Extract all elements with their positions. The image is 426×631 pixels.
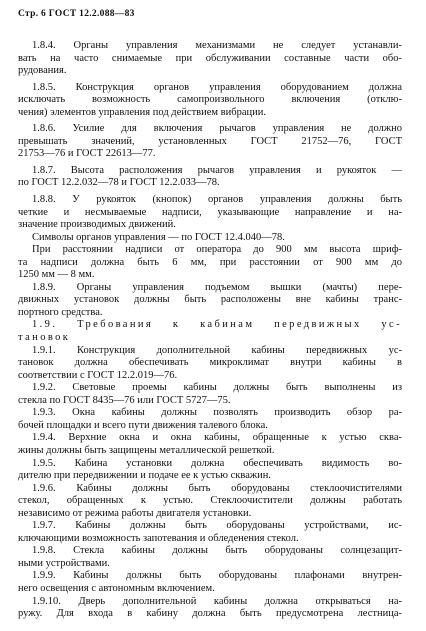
text-line: 1.9.4. Верхние окна и окна кабины, обращенные к устью сква- (32, 432, 402, 444)
text-line: 1.9.9. Кабины должны быть оборудованы плафонами внутрен- (32, 570, 402, 582)
text-line: жины должны быть защищены металлической решеткой. (18, 444, 275, 456)
page-header: Стр. 6 ГОСТ 12.2.088—83 (18, 9, 135, 19)
text-line: 1250 мм — 8 мм. (18, 269, 95, 281)
text-line: ключающими возможность запотевания и обледенения стекол. (18, 532, 299, 544)
text-line: та надписи должна быть 6 мм, при расстоянии от 900 мм до (18, 256, 402, 268)
text-line: 1.9.2. Световые проемы кабины должны быть выполнены из (32, 382, 402, 394)
paragraph (18, 458, 402, 483)
paragraph (18, 244, 402, 282)
text-line: Символы органов управления — по ГОСТ 12.4.040—78. (32, 231, 285, 243)
text-line: стекол, обращенных к устью. Стеклоочистители должны работать (18, 495, 402, 507)
text-line: 1.9. Требования к кабинам передвижных ус- (32, 319, 402, 331)
text-line: вать на часто снимаемые при обслуживании составные части обо- (18, 52, 402, 64)
text-line: 21753—76 и ГОСТ 22613—77. (18, 148, 156, 160)
text-line: 1.9.7. Кабины должны быть оборудованы устройствами, ис- (32, 520, 402, 532)
paragraph (18, 570, 402, 595)
text-line: 1.8.9. Органы управления подъемом вышки (мачты) пере- (32, 281, 402, 293)
paragraph (18, 40, 402, 78)
paragraph (18, 345, 402, 383)
paragraph (18, 596, 402, 621)
text-line: 1.9.6. Кабины должны быть оборудованы стеклоочистителями (32, 482, 402, 494)
paragraph (18, 123, 402, 161)
text-line: 1.9.5. Кабина установки должна обеспечивать видимость во- (32, 457, 402, 469)
text-line: рудования. (18, 65, 67, 77)
text-line: превышать значений, установленных ГОСТ 21752—76, ГОСТ (18, 135, 402, 147)
paragraph (18, 520, 402, 545)
paragraph (18, 545, 402, 570)
text-line: 1.8.4. Органы управления механизмами не следует устанавли- (32, 40, 402, 51)
text-line: портного средства. (18, 306, 103, 318)
text-line: ружу. Для входа в кабину должна быть предусмотрена лестница- (18, 608, 402, 620)
text-line: 1.9.8. Стекла кабины должны быть оборудованы солнцезащит- (32, 545, 402, 557)
paragraph (18, 82, 402, 120)
text-line: 1.8.5. Конструкция органов управления оборудованием должна (32, 81, 402, 93)
paragraph (18, 382, 402, 407)
text-line: значение производимых движений. (18, 219, 176, 231)
text-line: тановок (18, 332, 71, 344)
text-line: соответствии с ГОСТ 12.2.019—76. (18, 369, 178, 381)
paragraph (18, 165, 402, 190)
paragraph (18, 483, 402, 521)
paragraph (18, 282, 402, 320)
text-line: стекла по ГОСТ 8435—76 или ГОСТ 5727—75. (18, 394, 231, 406)
text-line: движных установок должны быть расположены вне кабины транс- (18, 294, 402, 306)
text-line: четкие и несмываемые надписи, указывающие направление и на- (18, 206, 402, 218)
text-line: 1.9.1. Конструкция дополнительной кабины передвижных ус- (32, 344, 402, 356)
text-line: ными устройствами. (18, 557, 110, 569)
text-line: по ГОСТ 12.2.032—78 и ГОСТ 12.2.033—78. (18, 177, 220, 189)
text-line: При расстоянии надписи от оператора до 900 мм высота шриф- (32, 244, 402, 256)
text-line: дителю при передвижении и подаче ее к устью скважин. (18, 470, 272, 482)
text-line: чения) элементов управления под действием вибрации. (18, 106, 266, 118)
text-line: 1.9.3. Окна кабины должны позволять производить обзор ра- (32, 407, 402, 419)
text-line: 1.8.8. У рукояток (кнопок) органов управления должны быть (32, 194, 402, 206)
paragraph (18, 194, 402, 232)
paragraph (18, 407, 402, 432)
paragraph (18, 432, 402, 457)
text-line: независимо от режима работы двигателя установки. (18, 507, 252, 519)
text-line: 1.8.6. Усилие для включения рычагов управления не должно (32, 123, 402, 135)
section-heading (18, 319, 402, 344)
text-line: тановок должна обеспечивать микроклимат внутри кабины в (18, 357, 402, 369)
text-line: исключать возможность самопроизвольного включения (отклю- (18, 94, 402, 106)
document-body (18, 40, 402, 621)
text-line: бочей площадки и всего пути движения талевого блока. (18, 419, 268, 431)
text-line: 1.8.7. Высота расположения рычагов управления и рукояток — (32, 164, 402, 176)
paragraph (18, 232, 402, 245)
text-line: него освещения с автономным включением. (18, 582, 215, 594)
text-line: 1.9.10. Дверь дополнительной кабины должна открываться на- (32, 595, 402, 607)
